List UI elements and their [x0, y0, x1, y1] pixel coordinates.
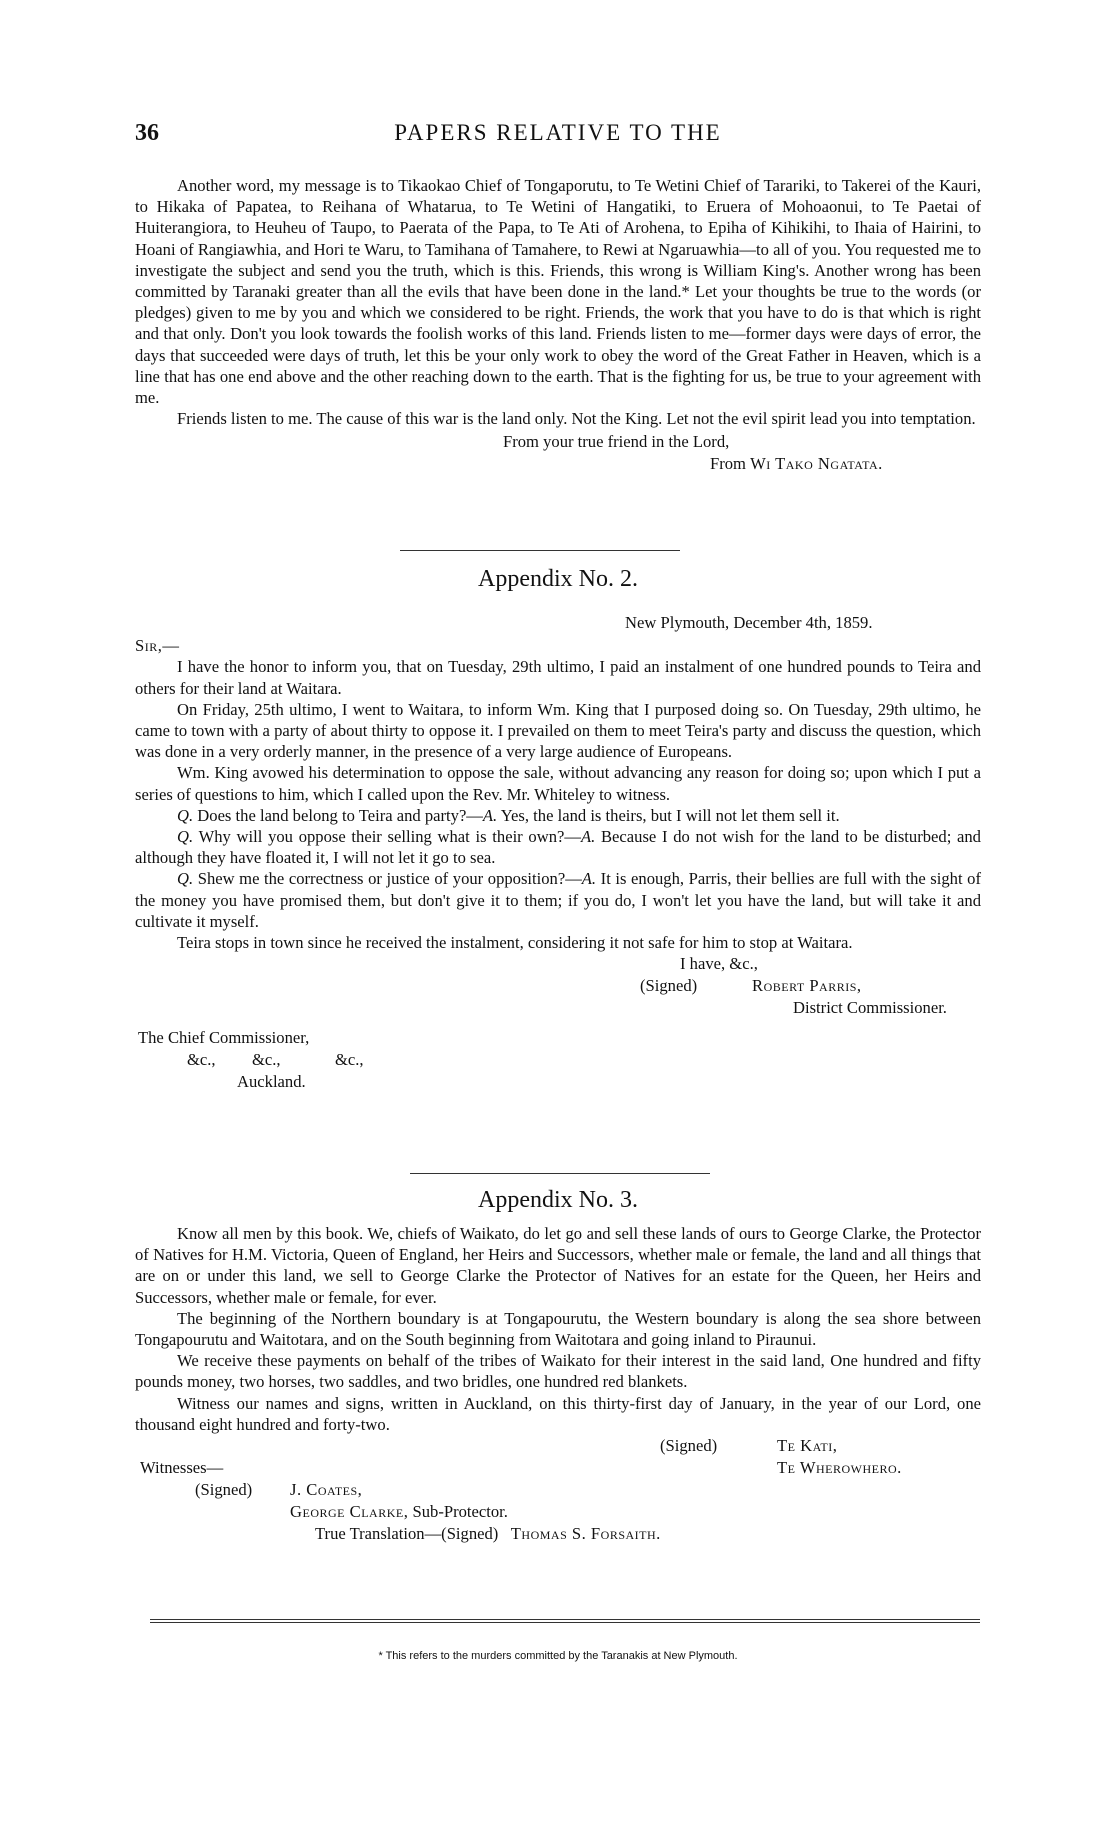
signer-name: Te Wherowhero. — [777, 1458, 902, 1478]
paragraph: I have the honor to inform you, that on Tuesday, 29th ultimo, I paid an instalment of one hundred pounds to Teira and others for their land at Waitara. — [135, 657, 981, 698]
paragraph: The beginning of the Northern boundary is at Tongapourutu, the Western boundary is along the sea shore between Tongapourutu and Waitotara, and on the South beginning from Waitotara and going inland to Piraunui. — [135, 1308, 981, 1350]
appendix-3-deed — [135, 1223, 981, 1555]
witness-title: Sub-Protector. — [408, 1502, 508, 1522]
signer-title: District Commissioner. — [793, 998, 947, 1018]
paragraph: Friends listen to me. The cause of this war is the land only. Not the King. Let not the evil spirit lead you into temptation. — [177, 409, 976, 429]
section-divider — [400, 550, 680, 551]
appendix-3-title: Appendix No. 3. — [478, 1187, 638, 1213]
addressee: The Chief Commissioner, — [138, 1028, 310, 1048]
appendix-2-letter — [135, 612, 981, 1097]
letter-wi-tako — [135, 175, 981, 475]
from-prefix: From — [710, 454, 746, 474]
addressee-etc: &c., — [187, 1050, 216, 1070]
footnote-rule — [150, 1619, 980, 1620]
paragraph: On Friday, 25th ultimo, I went to Waitara, to inform Wm. King that I purposed doing so. On Tuesday, 29th ultimo, he came to town with a party of about thirty to oppose it. I prevailed on them to meet Teira's party and discuss the question, which was done in a very orderly manner, in the presence of a very large audience of Europeans. — [135, 699, 981, 762]
running-head: PAPERS RELATIVE TO THE — [394, 120, 722, 145]
signed-label: (Signed) — [660, 1436, 718, 1456]
paragraph: Another word, my message is to Tikaokao Chief of Tongaporutu, to Te Wetini Chief of Tarariki, to Takerei of the Kauri, to Hikaka of Papatea, to Reihana of Whatarua, to Te Wetini of Hangatiki, to Eruera of Mohoaonui, to Te Paetai of Huiterangiora, to Heuheu of Taupo, to Paerata of the Papa, to Te Ati of Arohena, to Epiha of Kihikihi, to Ihaia of Hairini, to Hoani of Rangiawhia, and Hori te Waru, to Tamihana of Tamahere, to Rewi at Ngaruawhia—to all of you. You requested me to investigate the subject and send you the truth, which is this. Friends, this wrong is William King's. Another wrong has been committed by Taranaki greater than all the evils that have been done in the land.* Let your thoughts be true to the words (or pledges) given to me by you and which we considered to be right. Friends, the work that you have to do is that which is right and that only. Don't you look towards the foolish works of this land. Friends listen to me—former days were days of error, the days that succeeded were days of truth, let this be your only work to obey the word of the Great Father in Heaven, which is a line that has one end above and the other reaching down to the earth. That is the fighting for us, be true to your agreement with me. — [135, 176, 981, 408]
translation-label: True Translation—(Signed) — [315, 1524, 499, 1544]
paragraph: Wm. King avowed his determination to oppose the sale, without advancing any reason for doing so; upon which I put a series of questions to him, which I called upon the Rev. Mr. Whiteley to witness. — [135, 763, 981, 804]
addressee-block — [135, 1027, 981, 1097]
signed-label: (Signed) — [640, 976, 698, 996]
paragraph: We receive these payments on behalf of the tribes of Waikato for their interest in the said land, One hundred and fifty pounds money, two horses, two saddles, and two bridles, one hundred red blankets. — [135, 1351, 981, 1392]
paragraph: Know all men by this book. We, chiefs of Waikato, do let go and sell these lands of ours to George Clarke, the Protector of Natives for H.M. Victoria, Queen of England, her Heirs and Successors, whether male or female, the land and all things that are on or under this land, we sell to George Clarke the Protector of Natives for an estate for the Queen, her Heirs and Successors, whether male or female, for ever. — [135, 1224, 981, 1307]
addressee-etc: &c., — [335, 1050, 364, 1070]
translator-name: Thomas S. Forsaith. — [510, 1524, 661, 1544]
signer-name: Te Kati, — [777, 1436, 838, 1456]
signature-block — [135, 953, 981, 1023]
qa-item: Q. Shew me the correctness or justice of your opposition?—A. It is enough, Parris, their bellies are full with the sight of the money you have promised them, but don't give it to them; if you do, I won't let you have the land, but will take it and cultivate it myself. — [135, 869, 981, 931]
qa-item: Q. Does the land belong to Teira and party?—A. Yes, the land is theirs, but I will not let them sell it. — [177, 805, 840, 825]
salutation: Sir,— — [135, 636, 180, 656]
witness-name: George Clarke, — [290, 1502, 409, 1522]
qa-item: Q. Why will you oppose their selling what is their own?—A. Because I do not wish for the land to be disturbed; and although they have floated it, I will not let it go to sea. — [135, 827, 981, 868]
witnesses-label: Witnesses— — [140, 1458, 224, 1478]
paragraph: Witness our names and signs, written in Auckland, on this thirty-first day of January, in the year of our Lord, one thousand eight hundred and forty-two. — [135, 1393, 981, 1434]
witness-signed-label: (Signed) — [195, 1480, 253, 1500]
deed-signatures — [135, 1435, 981, 1555]
signer-name: Wi Tako Ngatata. — [750, 454, 883, 474]
footnote: * This refers to the murders committed by the Taranakis at New Plymouth. — [378, 1650, 738, 1662]
translation-line — [315, 1523, 661, 1544]
page-header — [135, 120, 981, 160]
signature-line — [710, 453, 883, 474]
letter-signoff — [135, 431, 981, 475]
addressee-place: Auckland. — [237, 1072, 306, 1092]
witness-line — [290, 1501, 508, 1522]
section-divider — [410, 1173, 710, 1174]
addressee-etc: &c., — [252, 1050, 281, 1070]
appendix-2-title: Appendix No. 2. — [478, 566, 638, 592]
footnote-rule — [150, 1622, 980, 1623]
closing-line: From your true friend in the Lord, — [503, 432, 730, 452]
signer-name: Robert Parris, — [752, 976, 862, 996]
witness-name: J. Coates, — [290, 1480, 363, 1500]
page-number: 36 — [135, 120, 159, 146]
dateline: New Plymouth, December 4th, 1859. — [625, 613, 873, 632]
sign-have: I have, &c., — [680, 954, 758, 974]
paragraph: Teira stops in town since he received the instalment, considering it not safe for him to stop at Waitara. — [177, 933, 853, 953]
